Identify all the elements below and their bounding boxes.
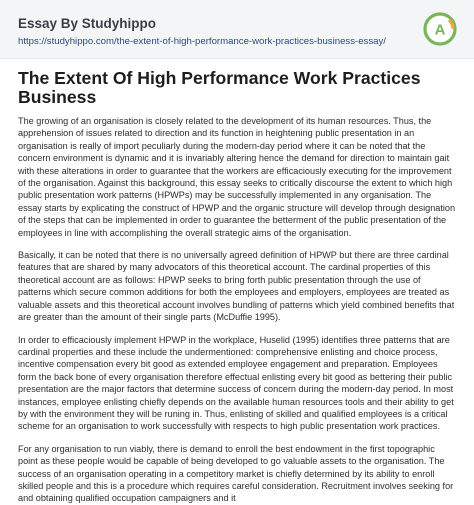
essay-content: [0, 69, 474, 505]
essay-paragraph-4: For any organisation to run viably, there is demand to enroll the best endowment in the first topographic point as these people would be capable of being developed to go valuable assets to the organisation. The success of an organisation operating in a competitory market is chiefly determined by its ability to enroll skilled people and this is a procedure which requires careful consideration. Recruitment involves seeking for and obtaining qualified occupation campaigners and it: [18, 443, 454, 504]
essay-paragraph-3: In order to efficaciously implement HPWP in the workplace, Huselid (1995) identifies three patterns that are cardinal properties and these include the undermentioned: comprehensive enlisting and choice process, incentive compensation every bit good as extended employee engagement and preparation. Employees form the back bone of every organisation therefore effectual enlisting every bit good as bettering their public presentation are the major factors that determine success of concern during the modern-day period. In most instances, employee enlisting chiefly depends on the available human resources tools and their ability to get by with the environment they will be runing in. Thus, enlisting of skilled and qualified employees is a critical scheme for an organisation to work successfully with respects to high public presentation work practices.: [18, 334, 454, 432]
studyhippo-logo-icon[interactable]: [423, 12, 457, 46]
essay-paragraph-2: Basically, it can be noted that there is no universally agreed definition of HPWP but there are three cardinal features that are shared by many advocators of this theoretical account. The cardinal properties of this theoretical account are as follows: HPWP seeks to bring forth public presentation through the use of patterns which secure common additions for both the employees and employers, employees are treated as valuable assets and this theoretical account involves bundling of patterns which yield combined benefits that are greater than the amount of their single parts (McDuffie 1995).: [18, 250, 455, 323]
essay-paragraph-1: The growing of an organisation is closely related to the development of its human resources. Thus, the apprehension of issues related to direction and its function in heightening public presentation in an organisation is really of import peculiarly during the modern-day period where it can be noted that the concern environment is dynamic and it is invariably altering hence the demand for direction to maintain gait with these alterations in order to guarantee that the workers are efficaciously executing for the improvement of the organisation. Against this background, this essay seeks to critically discourse the extent to which high public presentation work patterns (HPWPs) may be successfully implemented in any organisation. The essay starts by explicating the construct of HPWP and the organic structure will develop through designation of the steps that can be implemented in order to guarantee the betterment of the public presentation of the employees in line with accomplishing the overall strategic aims of the organisation.: [18, 116, 456, 238]
site-header: [0, 0, 474, 59]
logo-letter: A: [434, 21, 446, 39]
site-brand[interactable]: Essay By Studyhippo: [18, 16, 157, 31]
source-url-link[interactable]: https://studyhippo.com/the-extent-of-high-performance-work-practices-business-essay/: [18, 36, 386, 47]
essay-title: The Extent Of High Performance Work Practices Business: [18, 68, 421, 107]
